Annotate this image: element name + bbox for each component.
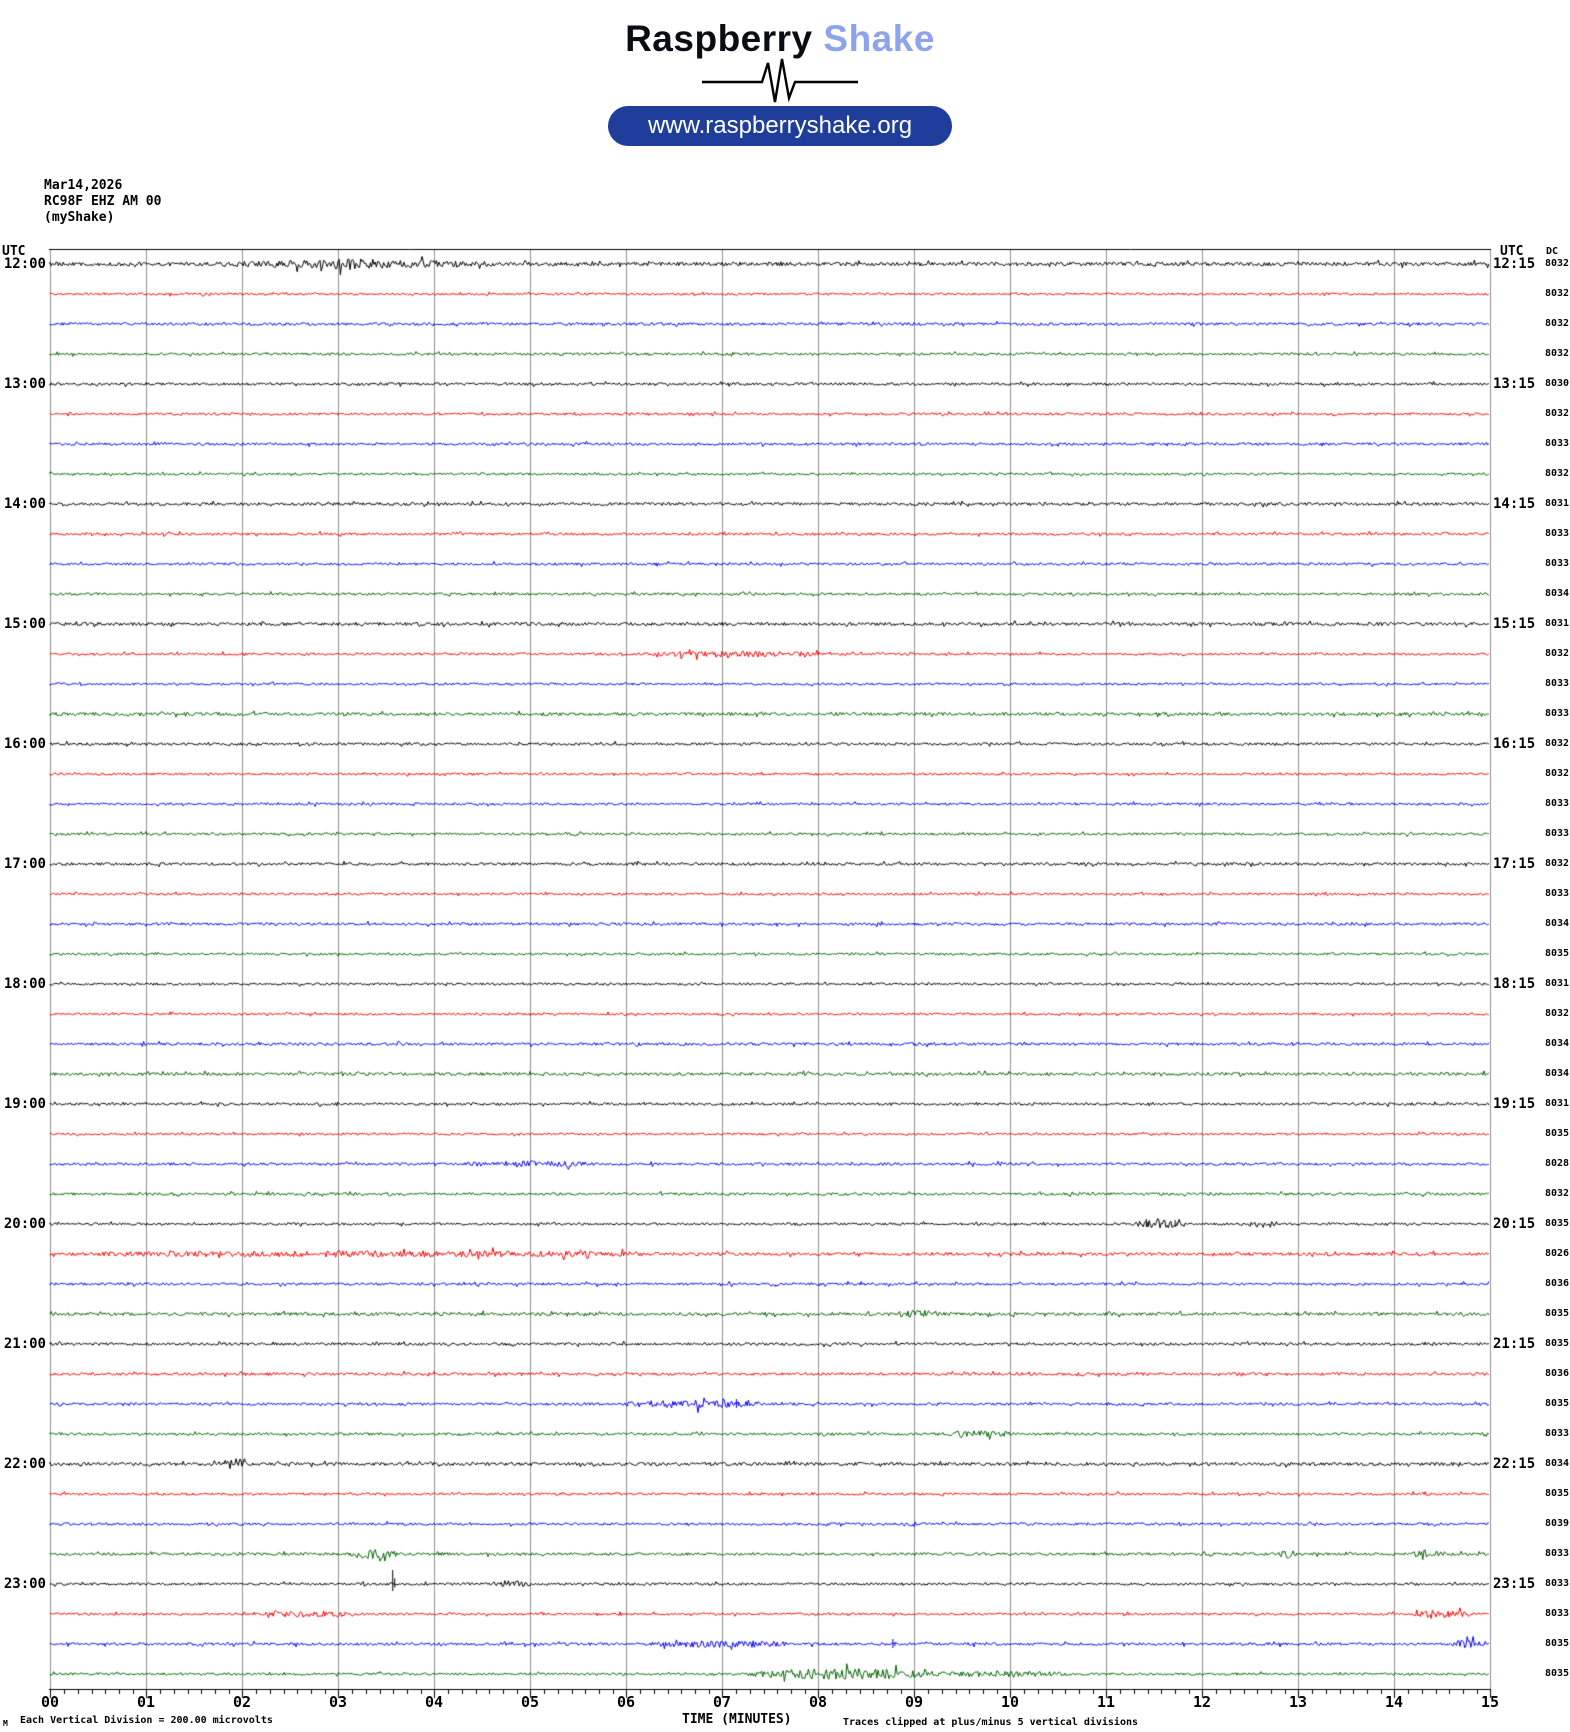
x-tick-label: 04 bbox=[424, 1693, 444, 1711]
dc-value: 8032 bbox=[1545, 288, 1570, 299]
dc-value: 8039 bbox=[1545, 1518, 1570, 1529]
right-time-label: 21:15 bbox=[1493, 1336, 1536, 1352]
utc-right-header: UTC bbox=[1500, 244, 1524, 259]
left-time-label: 23:00 bbox=[3, 1576, 46, 1592]
dc-value: 8033 bbox=[1545, 888, 1570, 899]
x-tick-label: 09 bbox=[904, 1693, 924, 1711]
x-tick-label: 14 bbox=[1384, 1693, 1404, 1711]
dc-value: 8035 bbox=[1545, 1308, 1570, 1319]
scale-glyph: M bbox=[3, 1719, 8, 1728]
scale-note: Each Vertical Division = 200.00 microvolts bbox=[20, 1715, 273, 1726]
dc-value: 8032 bbox=[1545, 318, 1570, 329]
x-tick-label: 03 bbox=[328, 1693, 348, 1711]
dc-value: 8035 bbox=[1545, 1338, 1570, 1349]
x-tick-label: 13 bbox=[1288, 1693, 1308, 1711]
dc-column-header: DC bbox=[1546, 246, 1559, 257]
dc-value: 8032 bbox=[1545, 648, 1570, 659]
dc-value: 8033 bbox=[1545, 798, 1570, 809]
dc-value: 8032 bbox=[1545, 768, 1570, 779]
dc-value: 8034 bbox=[1545, 1038, 1570, 1049]
dc-value: 8033 bbox=[1545, 1608, 1570, 1619]
right-time-label: 20:15 bbox=[1493, 1216, 1536, 1232]
dc-value: 8034 bbox=[1545, 918, 1570, 929]
dc-value: 8033 bbox=[1545, 528, 1570, 539]
dc-value: 8033 bbox=[1545, 1428, 1570, 1439]
x-tick-label: 10 bbox=[1000, 1693, 1020, 1711]
right-time-label: 15:15 bbox=[1493, 616, 1536, 632]
left-time-label: 12:00 bbox=[3, 256, 46, 272]
dc-value: 8034 bbox=[1545, 1068, 1570, 1079]
clip-note: Traces clipped at plus/minus 5 vertical divisions bbox=[843, 1717, 1139, 1728]
dc-value: 8035 bbox=[1545, 1668, 1570, 1679]
dc-value: 8035 bbox=[1545, 1218, 1570, 1229]
dc-value: 8032 bbox=[1545, 1188, 1570, 1199]
x-tick-label: 06 bbox=[616, 1693, 636, 1711]
dc-value: 8033 bbox=[1545, 558, 1570, 569]
left-time-label: 17:00 bbox=[3, 856, 46, 872]
dc-value: 8028 bbox=[1545, 1158, 1570, 1169]
dc-value: 8032 bbox=[1545, 348, 1570, 359]
right-time-label: 19:15 bbox=[1493, 1096, 1536, 1112]
utc-left-header: UTC bbox=[2, 244, 26, 259]
x-tick-label: 01 bbox=[136, 1693, 156, 1711]
dc-value: 8031 bbox=[1545, 1098, 1570, 1109]
left-time-label: 13:00 bbox=[3, 376, 46, 392]
right-time-label: 16:15 bbox=[1493, 736, 1536, 752]
dc-value: 8035 bbox=[1545, 1128, 1570, 1139]
left-time-label: 21:00 bbox=[3, 1336, 46, 1352]
dc-value: 8035 bbox=[1545, 1398, 1570, 1409]
dc-value: 8036 bbox=[1545, 1368, 1570, 1379]
dc-value: 8030 bbox=[1545, 378, 1570, 389]
dc-value: 8032 bbox=[1545, 468, 1570, 479]
left-time-label: 18:00 bbox=[3, 976, 46, 992]
x-tick-label: 12 bbox=[1192, 1693, 1212, 1711]
right-time-label: 13:15 bbox=[1493, 376, 1536, 392]
dc-value: 8031 bbox=[1545, 978, 1570, 989]
left-time-label: 22:00 bbox=[3, 1456, 46, 1472]
x-tick-label: 05 bbox=[520, 1693, 540, 1711]
x-tick-label: 00 bbox=[40, 1693, 60, 1711]
x-tick-label: 02 bbox=[232, 1693, 252, 1711]
dc-value: 8032 bbox=[1545, 1008, 1570, 1019]
right-time-label: 17:15 bbox=[1493, 856, 1536, 872]
dc-value: 8031 bbox=[1545, 498, 1570, 509]
left-time-label: 20:00 bbox=[3, 1216, 46, 1232]
left-time-label: 15:00 bbox=[3, 616, 46, 632]
left-time-label: 19:00 bbox=[3, 1096, 46, 1112]
time-axis-title: TIME (MINUTES) bbox=[682, 1712, 792, 1727]
right-time-label: 22:15 bbox=[1493, 1456, 1536, 1472]
dc-value: 8026 bbox=[1545, 1248, 1570, 1259]
dc-value: 8033 bbox=[1545, 1548, 1570, 1559]
x-tick-label: 07 bbox=[712, 1693, 732, 1711]
dc-value: 8034 bbox=[1545, 1458, 1570, 1469]
x-tick-label: 08 bbox=[808, 1693, 828, 1711]
dc-value: 8032 bbox=[1545, 408, 1570, 419]
dc-value: 8033 bbox=[1545, 708, 1570, 719]
dc-value: 8032 bbox=[1545, 258, 1570, 269]
dc-value: 8033 bbox=[1545, 828, 1570, 839]
dc-value: 8035 bbox=[1545, 1488, 1570, 1499]
dc-value: 8035 bbox=[1545, 1638, 1570, 1649]
left-time-label: 16:00 bbox=[3, 736, 46, 752]
dc-value: 8032 bbox=[1545, 738, 1570, 749]
dc-value: 8035 bbox=[1545, 948, 1570, 959]
dc-value: 8032 bbox=[1545, 858, 1570, 869]
dc-value: 8033 bbox=[1545, 678, 1570, 689]
right-time-label: 14:15 bbox=[1493, 496, 1536, 512]
x-tick-label: 11 bbox=[1096, 1693, 1116, 1711]
right-time-label: 23:15 bbox=[1493, 1576, 1536, 1592]
x-tick-label: 15 bbox=[1480, 1693, 1500, 1711]
left-time-label: 14:00 bbox=[3, 496, 46, 512]
right-time-label: 12:15 bbox=[1493, 256, 1536, 272]
dc-value: 8034 bbox=[1545, 588, 1570, 599]
dc-value: 8036 bbox=[1545, 1278, 1570, 1289]
dc-value: 8033 bbox=[1545, 1578, 1570, 1589]
dc-value: 8033 bbox=[1545, 438, 1570, 449]
right-time-label: 18:15 bbox=[1493, 976, 1536, 992]
dc-value: 8031 bbox=[1545, 618, 1570, 629]
